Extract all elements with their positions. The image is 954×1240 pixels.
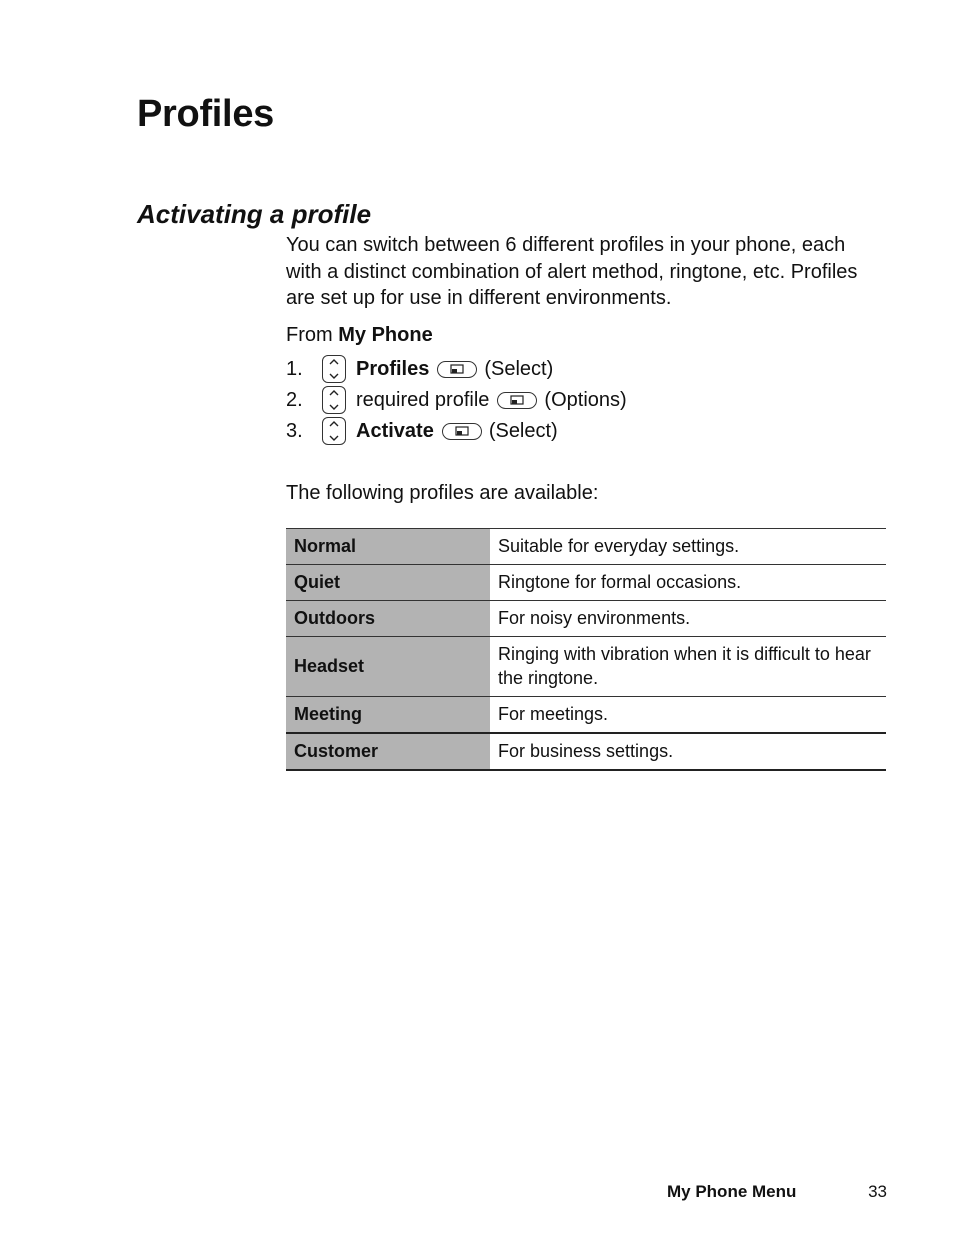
step-target: Profiles (356, 358, 430, 380)
soft-key-icon (442, 423, 482, 440)
profile-description: For noisy environments. (490, 600, 886, 636)
step-target: required profile (356, 389, 490, 411)
content-column (286, 232, 886, 771)
step-number: 2. (286, 389, 303, 411)
step-action: (Select) (484, 358, 554, 380)
scroll-key-icon (322, 355, 346, 383)
page-number: 33 (868, 1182, 887, 1201)
profile-description: For business settings. (490, 733, 886, 770)
intro-paragraph: You can switch between 6 different profiles in your phone, each with a distinct combination of alert method, ringtone, etc. Profiles are set up for use in different environments. (286, 234, 858, 309)
table-row (286, 733, 886, 770)
profile-description: For meetings. (490, 696, 886, 733)
profile-name: Customer (286, 733, 490, 770)
scroll-key-icon (322, 386, 346, 414)
steps-list (286, 354, 886, 447)
profile-name: Outdoors (286, 600, 490, 636)
section-heading: Activating a profile (137, 199, 372, 229)
profile-name: Meeting (286, 696, 490, 733)
soft-key-icon (497, 392, 537, 409)
step-item (286, 416, 886, 447)
profile-name: Normal (286, 528, 490, 564)
from-prefix: From (286, 323, 333, 346)
step-number: 1. (286, 358, 303, 380)
available-text: The following profiles are available: (286, 481, 599, 504)
table-row (286, 564, 886, 600)
scroll-key-icon (322, 417, 346, 445)
profile-name: Headset (286, 636, 490, 696)
soft-key-icon (437, 361, 477, 378)
footer-section: My Phone Menu (667, 1182, 797, 1201)
from-menu: My Phone (338, 323, 433, 346)
step-item (286, 385, 886, 416)
profiles-table (286, 528, 886, 771)
table-row (286, 528, 886, 564)
step-target: Activate (356, 420, 434, 442)
table-row (286, 600, 886, 636)
profile-description: Suitable for everyday settings. (490, 528, 886, 564)
profile-description: Ringtone for formal occasions. (490, 564, 886, 600)
step-action: (Options) (544, 389, 627, 411)
step-item (286, 354, 886, 385)
page-footer (667, 1181, 887, 1203)
profile-name: Quiet (286, 564, 490, 600)
from-line (286, 322, 886, 348)
profile-description: Ringing with vibration when it is difficult to hear the ringtone. (490, 636, 886, 696)
step-number: 3. (286, 420, 303, 442)
table-row (286, 636, 886, 696)
step-action: (Select) (488, 420, 558, 442)
table-row (286, 696, 886, 733)
page-title: Profiles (137, 93, 274, 135)
